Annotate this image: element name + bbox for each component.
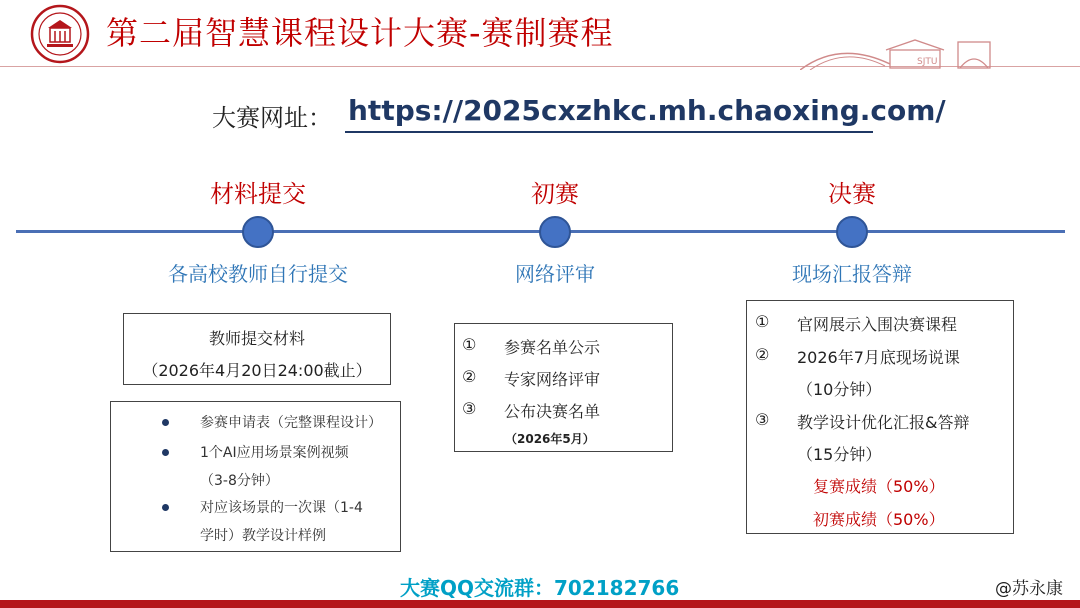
step-number: ③ — [462, 399, 477, 418]
stage-description-submission: 各高校教师自行提交 — [168, 262, 348, 286]
final-step: 官网展示入围决赛课程 — [797, 315, 958, 334]
stage-description-final: 现场汇报答辩 — [792, 262, 912, 286]
stage-label-final: 决赛 — [828, 180, 876, 208]
submission-summary-box — [123, 313, 391, 385]
preliminary-step: 公布决赛名单 — [504, 402, 601, 421]
preliminary-step: 参赛名单公示 — [504, 338, 601, 357]
submission-title: 教师提交材料 — [208, 329, 305, 348]
stage-description-preliminary: 网络评审 — [515, 262, 595, 286]
stage-label-submission: 材料提交 — [210, 180, 306, 208]
timeline-node-preliminary — [539, 216, 571, 248]
final-step-duration: （15分钟） — [797, 445, 882, 464]
preliminary-box — [454, 323, 673, 452]
timeline-node-final — [836, 216, 868, 248]
footer-bar — [0, 600, 1080, 608]
bullet-icon — [162, 419, 169, 426]
bullet-icon — [162, 504, 169, 511]
step-number: ① — [462, 335, 477, 354]
qq-group-info: 大赛QQ交流群：702182766 — [400, 576, 680, 600]
author-watermark: @苏永康 — [995, 579, 1063, 599]
list-item-continuation: 学时）教学设计样例 — [200, 528, 326, 544]
submission-materials-box — [110, 401, 401, 552]
campus-gate-text: SJTU — [917, 57, 938, 67]
preliminary-step: 专家网络评审 — [504, 370, 601, 389]
campus-gate-icon — [800, 36, 1000, 70]
final-step: 教学设计优化汇报&答辩 — [797, 413, 970, 432]
list-item-continuation: （3-8分钟） — [200, 473, 279, 489]
final-box — [746, 300, 1014, 534]
final-step-duration: （10分钟） — [797, 380, 882, 399]
timeline-node-submission — [242, 216, 274, 248]
bullet-icon — [162, 449, 169, 456]
preliminary-date: （2026年5月） — [505, 432, 595, 446]
list-item: 参赛申请表（完整课程设计） — [200, 415, 382, 431]
score-weight: 复赛成绩（50%） — [813, 477, 945, 496]
link-underline — [345, 131, 873, 133]
step-number: ① — [755, 312, 770, 331]
page-title: 第二届智慧课程设计大赛-赛制赛程 — [106, 14, 614, 52]
list-item: 1个AI应用场景案例视频 — [200, 445, 349, 461]
step-number: ② — [462, 367, 477, 386]
stage-label-preliminary: 初赛 — [531, 180, 579, 208]
final-step: 2026年7月底现场说课 — [797, 348, 960, 367]
list-item: 对应该场景的一次课（1-4 — [200, 500, 363, 516]
step-number: ② — [755, 345, 770, 364]
website-link[interactable]: https://2025cxzhkc.mh.chaoxing.com/ — [348, 94, 946, 127]
url-label: 大赛网址： — [212, 104, 332, 132]
step-number: ③ — [755, 410, 770, 429]
score-weight: 初赛成绩（50%） — [813, 510, 945, 529]
submission-deadline: （2026年4月20日24:00截止） — [142, 361, 372, 380]
university-seal-icon — [30, 4, 90, 64]
